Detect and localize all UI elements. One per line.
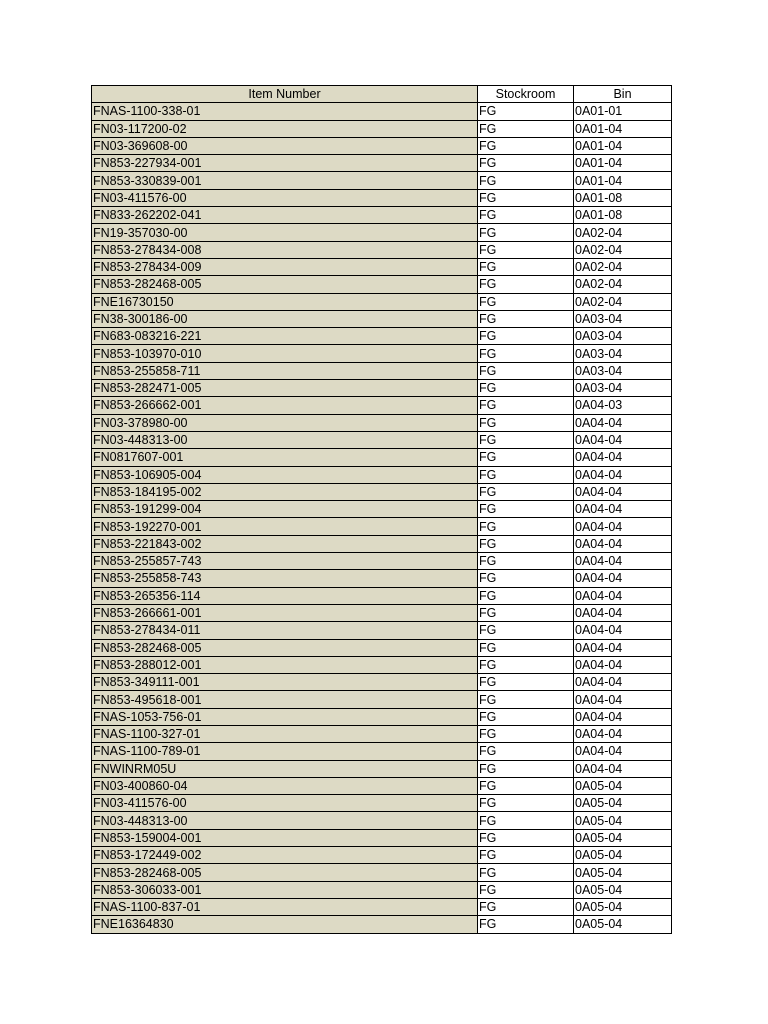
stockroom-cell: FG xyxy=(478,691,574,708)
item-number-cell: FN853-227934-001 xyxy=(92,155,478,172)
bin-cell: 0A04-04 xyxy=(574,466,672,483)
table-row xyxy=(92,362,672,379)
bin-cell: 0A04-04 xyxy=(574,449,672,466)
bin-cell: 0A03-04 xyxy=(574,310,672,327)
bin-cell: 0A04-04 xyxy=(574,501,672,518)
table-row xyxy=(92,864,672,881)
bin-cell: 0A04-04 xyxy=(574,604,672,621)
item-number-cell: FNAS-1100-789-01 xyxy=(92,743,478,760)
bin-cell: 0A05-04 xyxy=(574,777,672,794)
stockroom-cell: FG xyxy=(478,449,574,466)
table-row xyxy=(92,380,672,397)
bin-cell: 0A01-01 xyxy=(574,103,672,120)
table-row xyxy=(92,691,672,708)
stockroom-cell: FG xyxy=(478,916,574,933)
stockroom-cell: FG xyxy=(478,743,574,760)
item-number-header: Item Number xyxy=(92,86,478,103)
table-row xyxy=(92,397,672,414)
item-number-cell: FN853-330839-001 xyxy=(92,172,478,189)
bin-cell: 0A03-04 xyxy=(574,362,672,379)
table-row xyxy=(92,155,672,172)
stockroom-cell: FG xyxy=(478,155,574,172)
table-row xyxy=(92,189,672,206)
item-number-cell: FN853-106905-004 xyxy=(92,466,478,483)
bin-cell: 0A05-04 xyxy=(574,881,672,898)
stockroom-cell: FG xyxy=(478,258,574,275)
table-row xyxy=(92,916,672,933)
stockroom-cell: FG xyxy=(478,103,574,120)
bin-cell: 0A04-04 xyxy=(574,553,672,570)
stockroom-cell: FG xyxy=(478,622,574,639)
bin-cell: 0A04-04 xyxy=(574,760,672,777)
table-row xyxy=(92,414,672,431)
stockroom-cell: FG xyxy=(478,345,574,362)
stockroom-cell: FG xyxy=(478,276,574,293)
item-number-cell: FN853-266662-001 xyxy=(92,397,478,414)
table-row xyxy=(92,258,672,275)
item-number-cell: FNE16364830 xyxy=(92,916,478,933)
stockroom-cell: FG xyxy=(478,120,574,137)
item-number-cell: FN853-265356-114 xyxy=(92,587,478,604)
item-number-cell: FNAS-1100-837-01 xyxy=(92,898,478,915)
table-row xyxy=(92,431,672,448)
stockroom-cell: FG xyxy=(478,708,574,725)
bin-cell: 0A04-03 xyxy=(574,397,672,414)
table-row xyxy=(92,760,672,777)
bin-cell: 0A04-04 xyxy=(574,725,672,742)
table-row xyxy=(92,622,672,639)
stockroom-cell: FG xyxy=(478,172,574,189)
item-number-cell: FN853-103970-010 xyxy=(92,345,478,362)
table-row xyxy=(92,207,672,224)
item-number-cell: FN853-278434-008 xyxy=(92,241,478,258)
bin-cell: 0A01-08 xyxy=(574,207,672,224)
stockroom-cell: FG xyxy=(478,241,574,258)
item-number-cell: FN03-448313-00 xyxy=(92,431,478,448)
stockroom-cell: FG xyxy=(478,795,574,812)
stockroom-cell: FG xyxy=(478,674,574,691)
item-number-cell: FN03-411576-00 xyxy=(92,795,478,812)
stockroom-header: Stockroom xyxy=(478,86,574,103)
stockroom-cell: FG xyxy=(478,725,574,742)
item-number-cell: FN19-357030-00 xyxy=(92,224,478,241)
table-row xyxy=(92,276,672,293)
item-number-cell: FN833-262202-041 xyxy=(92,207,478,224)
item-number-cell: FN853-192270-001 xyxy=(92,518,478,535)
bin-cell: 0A02-04 xyxy=(574,276,672,293)
item-number-cell: FN853-282471-005 xyxy=(92,380,478,397)
item-number-cell: FN853-255857-743 xyxy=(92,553,478,570)
item-number-cell: FN0817607-001 xyxy=(92,449,478,466)
item-number-cell: FNAS-1100-338-01 xyxy=(92,103,478,120)
bin-cell: 0A02-04 xyxy=(574,293,672,310)
stockroom-cell: FG xyxy=(478,881,574,898)
stockroom-cell: FG xyxy=(478,310,574,327)
table-row xyxy=(92,829,672,846)
inventory-table xyxy=(91,85,672,934)
table-row xyxy=(92,881,672,898)
table-row xyxy=(92,725,672,742)
item-number-cell: FN853-172449-002 xyxy=(92,847,478,864)
bin-cell: 0A01-04 xyxy=(574,172,672,189)
bin-cell: 0A05-04 xyxy=(574,795,672,812)
stockroom-cell: FG xyxy=(478,137,574,154)
stockroom-cell: FG xyxy=(478,777,574,794)
item-number-cell: FN853-266661-001 xyxy=(92,604,478,621)
item-number-cell: FNAS-1053-756-01 xyxy=(92,708,478,725)
stockroom-cell: FG xyxy=(478,812,574,829)
inventory-sheet xyxy=(91,85,672,934)
stockroom-cell: FG xyxy=(478,570,574,587)
item-number-cell: FN853-278434-011 xyxy=(92,622,478,639)
item-number-cell: FN03-400860-04 xyxy=(92,777,478,794)
item-number-cell: FN03-117200-02 xyxy=(92,120,478,137)
table-row xyxy=(92,310,672,327)
bin-cell: 0A02-04 xyxy=(574,224,672,241)
bin-cell: 0A01-08 xyxy=(574,189,672,206)
stockroom-cell: FG xyxy=(478,760,574,777)
stockroom-cell: FG xyxy=(478,397,574,414)
bin-cell: 0A04-04 xyxy=(574,743,672,760)
bin-cell: 0A05-04 xyxy=(574,864,672,881)
bin-cell: 0A04-04 xyxy=(574,414,672,431)
bin-cell: 0A05-04 xyxy=(574,916,672,933)
stockroom-cell: FG xyxy=(478,380,574,397)
stockroom-cell: FG xyxy=(478,483,574,500)
item-number-cell: FN853-288012-001 xyxy=(92,656,478,673)
table-row xyxy=(92,103,672,120)
bin-cell: 0A04-04 xyxy=(574,518,672,535)
item-number-cell: FN853-191299-004 xyxy=(92,501,478,518)
item-number-cell: FN853-255858-711 xyxy=(92,362,478,379)
bin-cell: 0A03-04 xyxy=(574,345,672,362)
bin-cell: 0A01-04 xyxy=(574,155,672,172)
bin-cell: 0A02-04 xyxy=(574,258,672,275)
item-number-cell: FN853-184195-002 xyxy=(92,483,478,500)
table-row xyxy=(92,587,672,604)
item-number-cell: FN853-495618-001 xyxy=(92,691,478,708)
item-number-cell: FNAS-1100-327-01 xyxy=(92,725,478,742)
stockroom-cell: FG xyxy=(478,414,574,431)
item-number-cell: FN853-282468-005 xyxy=(92,639,478,656)
stockroom-cell: FG xyxy=(478,431,574,448)
bin-cell: 0A04-04 xyxy=(574,639,672,656)
item-number-cell: FN853-349111-001 xyxy=(92,674,478,691)
stockroom-cell: FG xyxy=(478,501,574,518)
table-row xyxy=(92,847,672,864)
bin-cell: 0A04-04 xyxy=(574,656,672,673)
table-row xyxy=(92,656,672,673)
table-row xyxy=(92,743,672,760)
bin-cell: 0A05-04 xyxy=(574,829,672,846)
stockroom-cell: FG xyxy=(478,466,574,483)
table-row xyxy=(92,224,672,241)
item-number-cell: FN853-159004-001 xyxy=(92,829,478,846)
stockroom-cell: FG xyxy=(478,898,574,915)
item-number-cell: FN853-278434-009 xyxy=(92,258,478,275)
bin-cell: 0A01-04 xyxy=(574,137,672,154)
header-row xyxy=(92,86,672,103)
bin-cell: 0A02-04 xyxy=(574,241,672,258)
item-number-cell: FN03-369608-00 xyxy=(92,137,478,154)
stockroom-cell: FG xyxy=(478,829,574,846)
stockroom-cell: FG xyxy=(478,518,574,535)
stockroom-cell: FG xyxy=(478,553,574,570)
stockroom-cell: FG xyxy=(478,847,574,864)
stockroom-cell: FG xyxy=(478,293,574,310)
table-row xyxy=(92,293,672,310)
stockroom-cell: FG xyxy=(478,864,574,881)
stockroom-cell: FG xyxy=(478,224,574,241)
table-row xyxy=(92,483,672,500)
bin-cell: 0A03-04 xyxy=(574,328,672,345)
stockroom-cell: FG xyxy=(478,656,574,673)
bin-cell: 0A03-04 xyxy=(574,380,672,397)
item-number-cell: FN853-255858-743 xyxy=(92,570,478,587)
table-row xyxy=(92,328,672,345)
stockroom-cell: FG xyxy=(478,587,574,604)
table-row xyxy=(92,639,672,656)
table-row xyxy=(92,449,672,466)
bin-cell: 0A05-04 xyxy=(574,898,672,915)
stockroom-cell: FG xyxy=(478,639,574,656)
table-row xyxy=(92,570,672,587)
bin-cell: 0A04-04 xyxy=(574,674,672,691)
table-row xyxy=(92,535,672,552)
table-row xyxy=(92,604,672,621)
stockroom-cell: FG xyxy=(478,604,574,621)
bin-header: Bin xyxy=(574,86,672,103)
bin-cell: 0A05-04 xyxy=(574,812,672,829)
bin-cell: 0A05-04 xyxy=(574,847,672,864)
table-row xyxy=(92,708,672,725)
table-row xyxy=(92,795,672,812)
bin-cell: 0A01-04 xyxy=(574,120,672,137)
item-number-cell: FN03-378980-00 xyxy=(92,414,478,431)
item-number-cell: FNWINRM05U xyxy=(92,760,478,777)
table-row xyxy=(92,518,672,535)
bin-cell: 0A04-04 xyxy=(574,587,672,604)
table-row xyxy=(92,812,672,829)
stockroom-cell: FG xyxy=(478,207,574,224)
item-number-cell: FNE16730150 xyxy=(92,293,478,310)
stockroom-cell: FG xyxy=(478,362,574,379)
item-number-cell: FN853-221843-002 xyxy=(92,535,478,552)
bin-cell: 0A04-04 xyxy=(574,691,672,708)
table-row xyxy=(92,137,672,154)
bin-cell: 0A04-04 xyxy=(574,622,672,639)
item-number-cell: FN853-282468-005 xyxy=(92,864,478,881)
bin-cell: 0A04-04 xyxy=(574,431,672,448)
table-row xyxy=(92,241,672,258)
item-number-cell: FN03-448313-00 xyxy=(92,812,478,829)
table-row xyxy=(92,674,672,691)
bin-cell: 0A04-04 xyxy=(574,708,672,725)
table-row xyxy=(92,898,672,915)
stockroom-cell: FG xyxy=(478,535,574,552)
bin-cell: 0A04-04 xyxy=(574,570,672,587)
table-row xyxy=(92,172,672,189)
item-number-cell: FN38-300186-00 xyxy=(92,310,478,327)
table-row xyxy=(92,120,672,137)
table-row xyxy=(92,553,672,570)
stockroom-cell: FG xyxy=(478,189,574,206)
table-row xyxy=(92,466,672,483)
item-number-cell: FN683-083216-221 xyxy=(92,328,478,345)
item-number-cell: FN03-411576-00 xyxy=(92,189,478,206)
table-body xyxy=(92,103,672,933)
item-number-cell: FN853-306033-001 xyxy=(92,881,478,898)
table-row xyxy=(92,777,672,794)
table-row xyxy=(92,345,672,362)
bin-cell: 0A04-04 xyxy=(574,535,672,552)
bin-cell: 0A04-04 xyxy=(574,483,672,500)
item-number-cell: FN853-282468-005 xyxy=(92,276,478,293)
table-row xyxy=(92,501,672,518)
stockroom-cell: FG xyxy=(478,328,574,345)
